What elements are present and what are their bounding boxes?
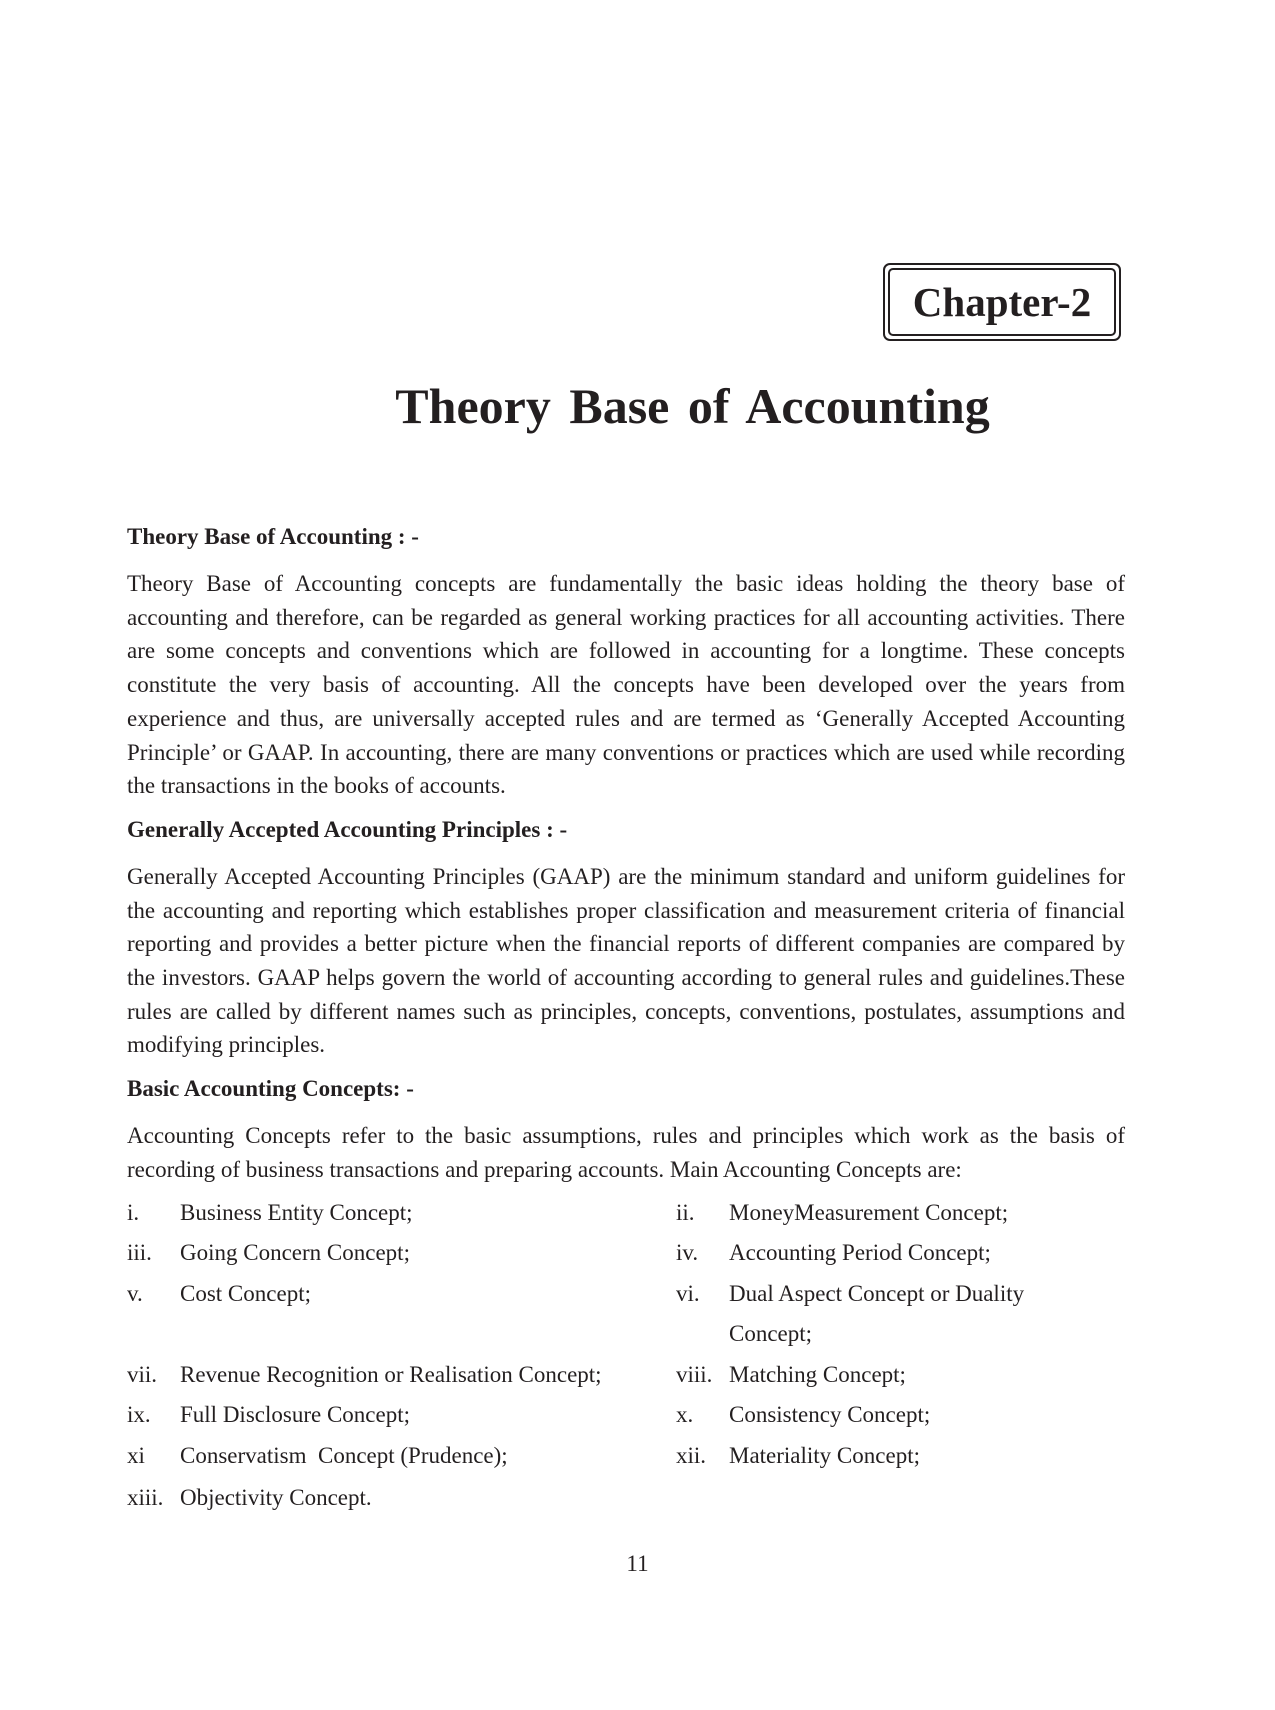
list-item-label: Matching Concept; — [729, 1361, 906, 1387]
list-item — [676, 1233, 1125, 1274]
list-item-number: ix. — [127, 1402, 151, 1428]
list-item-number: viii. — [676, 1361, 713, 1387]
page-number: 11 — [626, 1551, 649, 1576]
list-item — [127, 1436, 676, 1477]
list-item — [127, 1355, 676, 1396]
list-item-number: i. — [127, 1199, 140, 1225]
list-item — [127, 1478, 676, 1519]
list-item-number: xi — [127, 1442, 145, 1468]
list-item — [127, 1193, 676, 1234]
list-item-label: Business Entity Concept; — [180, 1199, 413, 1225]
list-item-label: Objectivity Concept. — [180, 1485, 372, 1511]
list-item-label: Accounting Period Concept; — [729, 1240, 991, 1266]
section-heading: Generally Accepted Accounting Principles : - — [127, 816, 568, 842]
list-item-label: Revenue Recognition or Realisation Concept; — [180, 1361, 602, 1387]
list-item — [676, 1274, 1125, 1355]
section-heading: Basic Accounting Concepts: - — [127, 1076, 414, 1102]
list-item-label: MoneyMeasurement Concept; — [729, 1199, 1009, 1225]
list-item — [676, 1395, 1125, 1436]
concept-list — [127, 1193, 1125, 1519]
list-item-number: vi. — [676, 1280, 700, 1306]
document-body — [127, 522, 1125, 1519]
list-item-number: x. — [676, 1402, 694, 1428]
list-item-label: Materiality Concept; — [729, 1442, 920, 1468]
list-item-number: xiii. — [127, 1485, 164, 1511]
list-item — [676, 1193, 1125, 1234]
list-item — [676, 1355, 1125, 1396]
list-item-number: v. — [127, 1280, 143, 1306]
list-item — [127, 1395, 676, 1436]
section-basic-concepts — [127, 1074, 1125, 1186]
list-item-label: Conservatism Concept (Prudence); — [180, 1442, 508, 1468]
list-item — [676, 1436, 1125, 1477]
list-item-label: Full Disclosure Concept; — [180, 1402, 410, 1428]
list-item-number: iii. — [127, 1240, 152, 1266]
list-item-label: Going Concern Concept; — [180, 1240, 410, 1266]
section-heading: Theory Base of Accounting : - — [127, 524, 419, 549]
chapter-label-box — [883, 263, 1121, 341]
list-item-label: Consistency Concept; — [729, 1402, 931, 1428]
section-theory-base — [127, 522, 1125, 803]
section-gaap — [127, 815, 1125, 1062]
list-item — [127, 1233, 676, 1274]
list-item-number: ii. — [676, 1199, 695, 1225]
list-item-number: vii. — [127, 1361, 158, 1387]
section-paragraph: Theory Base of Accounting concepts are fundamentally the basic ideas holding the theory base of accounting and therefore, can be regarded as general working practices for all accounting activities. There are some concepts and conventions which are followed in accounting for a longtime. These concepts constitute the very basis of accounting. All the concepts have been developed over the years from experience and thus, are universally accepted rules and are termed as ‘Generally Accepted Accounting Principle’ or GAAP. In accounting, there are many conventions or practices which are used while recording the transactions in the books of accounts. — [127, 571, 1125, 799]
chapter-label: Chapter-2 — [888, 268, 1116, 336]
list-item-label: Cost Concept; — [180, 1280, 311, 1306]
page-title: Theory Base of Accounting — [395, 378, 990, 434]
list-item-label: Dual Aspect Concept or Duality Concept; — [729, 1280, 1025, 1347]
section-paragraph: Generally Accepted Accounting Principles (GAAP) are the minimum standard and uniform guidelines for the accounting and reporting which establishes proper classification and measurement criteria of financial reporting and provides a better picture when the financial reports of different companies are compared by the investors. GAAP helps govern the world of accounting according to general rules and guidelines.These rules are called by different names such as principles, concepts, conventions, postulates, assumptions and modifying principles. — [127, 863, 1125, 1058]
list-item-number: iv. — [676, 1240, 699, 1266]
list-item-number: xii. — [676, 1442, 707, 1468]
list-item — [127, 1274, 676, 1355]
section-paragraph: Accounting Concepts refer to the basic assumptions, rules and principles which work as the basis of recording of business transactions and preparing accounts. Main Accounting Concepts are: — [127, 1123, 1125, 1182]
